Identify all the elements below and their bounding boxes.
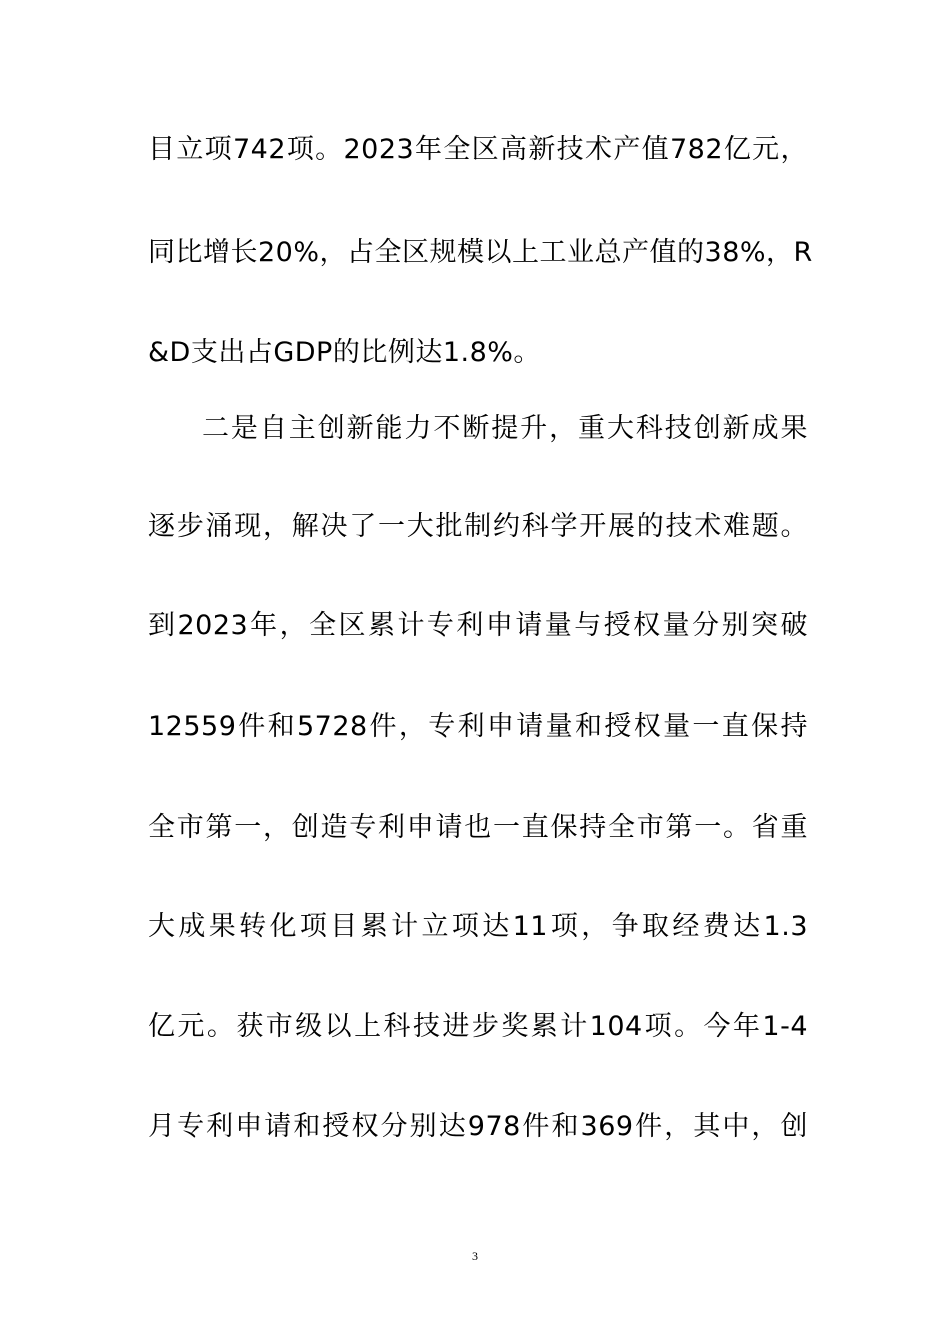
paragraph-line: 全市第一，创造专利申请也一直保持全市第一。省重 bbox=[148, 812, 808, 843]
page-number: 3 bbox=[472, 1249, 478, 1263]
paragraph-line: &D支出占GDP的比例达1.8%。 bbox=[148, 337, 541, 368]
paragraph-line: 逐步涌现，解决了一大批制约科学开展的技术难题。 bbox=[148, 511, 808, 542]
paragraph-line: 12559件和5728件，专利申请量和授权量一直保持 bbox=[148, 711, 808, 742]
paragraph-line: 大成果转化项目累计立项达11项，争取经费达1.3 bbox=[148, 911, 808, 942]
paragraph-line: 到2023年，全区累计专利申请量与授权量分别突破 bbox=[148, 610, 808, 641]
paragraph-line-indented: 二是自主创新能力不断提升，重大科技创新成果 bbox=[202, 413, 808, 444]
paragraph-line: 目立项742项。2023年全区高新技术产值782亿元， bbox=[148, 134, 808, 165]
paragraph-line: 同比增长20%，占全区规模以上工业总产值的38%，R bbox=[148, 237, 813, 268]
paragraph-line: 亿元。获市级以上科技进步奖累计104项。今年1-4 bbox=[148, 1011, 808, 1042]
paragraph-line: 月专利申请和授权分别达978件和369件，其中，创 bbox=[148, 1111, 808, 1142]
